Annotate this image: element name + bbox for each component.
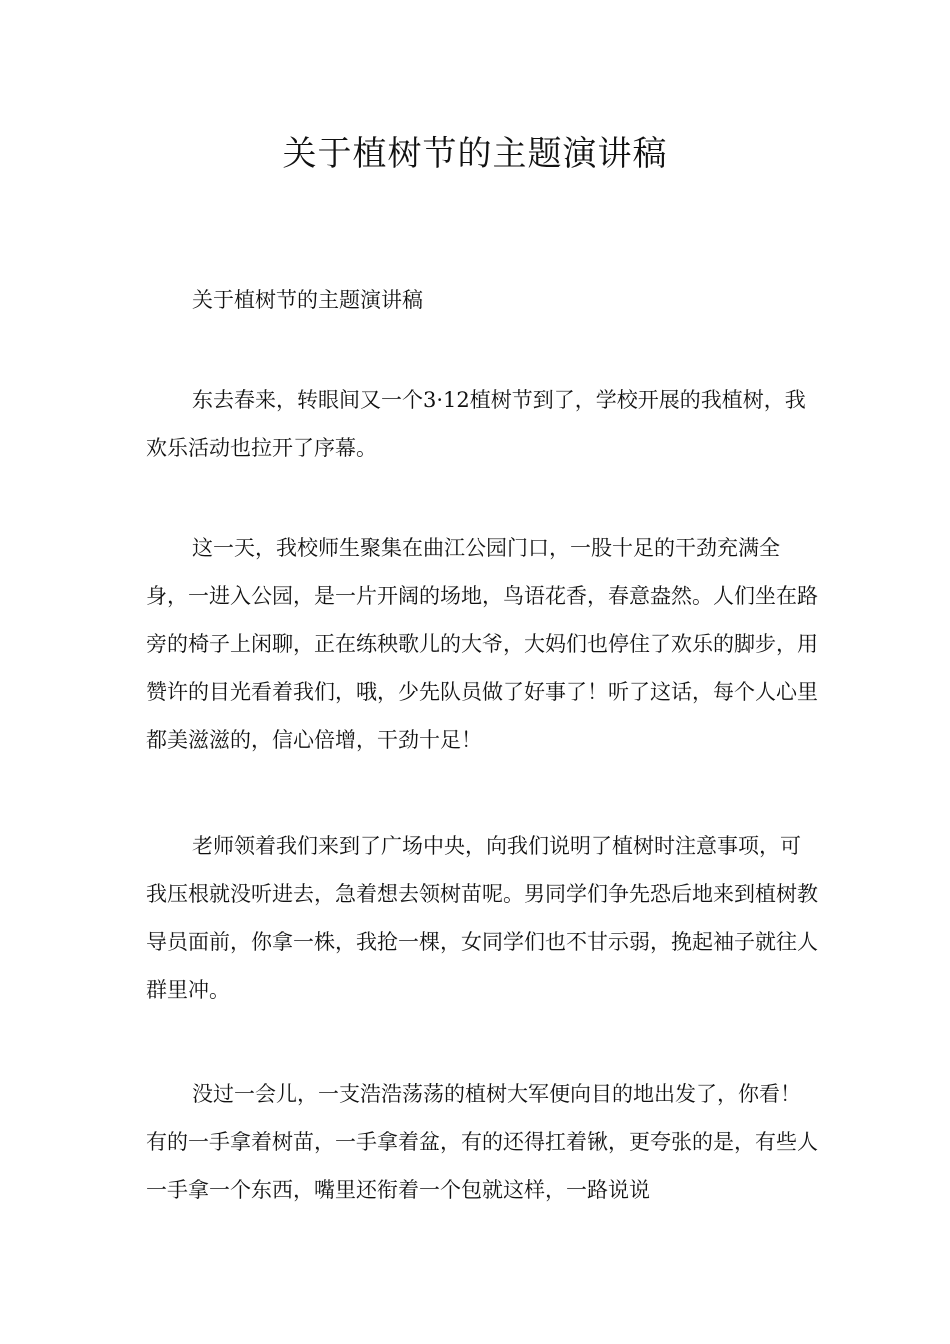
paragraph-3: 老师领着我们来到了广场中央，向我们说明了植树时注意事项，可我压根就没听进去，急着想去领树苗呢。男同学们争先恐后地来到植树教导员面前，你拿一株，我抢一棵，女同学们也不甘示弱，挽起袖子就往人群里冲。 xyxy=(146,834,818,1002)
paragraph-2: 这一天，我校师生聚集在曲江公园门口，一股十足的干劲充满全身，一进入公园，是一片开阔的场地，鸟语花香，春意盎然。人们坐在路旁的椅子上闲聊，正在练秧歌儿的大爷，大妈们也停住了欢乐的脚步，用赞许的目光看着我们，哦，少先队员做了好事了！听了这话，每个人心里都美滋滋的，信心倍增，干劲十足！ xyxy=(146,536,818,752)
paragraph-1: 东去春来，转眼间又一个3·12植树节到了，学校开展的我植树，我欢乐活动也拉开了序幕。 xyxy=(146,388,806,460)
document-title: 关于植树节的主题演讲稿 xyxy=(282,134,668,174)
paragraph-4: 没过一会儿，一支浩浩荡荡的植树大军便向目的地出发了，你看！有的一手拿着树苗，一手拿着盆，有的还得扛着锹，更夸张的是，有些人一手拿一个东西，嘴里还衔着一个包就这样，一路说说 xyxy=(146,1082,818,1202)
document-subtitle: 关于植树节的主题演讲稿 xyxy=(192,288,423,312)
